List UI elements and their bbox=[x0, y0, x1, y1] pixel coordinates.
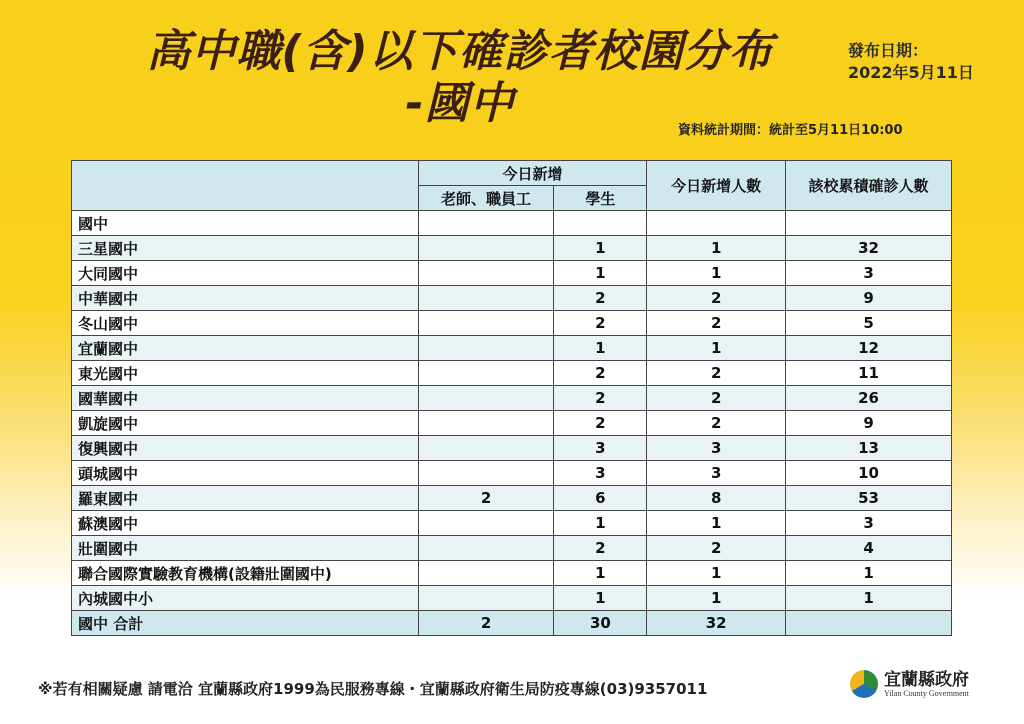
staff-count bbox=[418, 411, 554, 436]
cumulative-count: 1 bbox=[786, 586, 952, 611]
today-count: 3 bbox=[647, 436, 786, 461]
header-school-blank bbox=[72, 161, 419, 211]
cumulative-count: 10 bbox=[786, 461, 952, 486]
student-count: 1 bbox=[554, 561, 647, 586]
school-name: 羅東國中 bbox=[72, 486, 419, 511]
publish-date bbox=[848, 40, 974, 84]
total-today-count: 32 bbox=[647, 611, 786, 636]
table-row bbox=[72, 311, 952, 336]
publish-date-label: 發布日期： bbox=[848, 41, 929, 60]
today-count: 2 bbox=[647, 411, 786, 436]
table-row bbox=[72, 586, 952, 611]
staff-count bbox=[418, 336, 554, 361]
cumulative-count: 13 bbox=[786, 436, 952, 461]
student-count: 1 bbox=[554, 586, 647, 611]
student-count: 1 bbox=[554, 336, 647, 361]
table-row bbox=[72, 361, 952, 386]
staff-count bbox=[418, 386, 554, 411]
section-label: 國中 bbox=[72, 211, 419, 236]
emblem-icon bbox=[850, 670, 878, 698]
table-row bbox=[72, 561, 952, 586]
total-row bbox=[72, 611, 952, 636]
today-count: 2 bbox=[647, 311, 786, 336]
total-student-count: 30 bbox=[554, 611, 647, 636]
school-name: 復興國中 bbox=[72, 436, 419, 461]
table-row bbox=[72, 336, 952, 361]
today-count: 2 bbox=[647, 286, 786, 311]
logo-text-en: Yilan County Government bbox=[884, 688, 969, 698]
staff-count bbox=[418, 511, 554, 536]
school-name: 壯圍國中 bbox=[72, 536, 419, 561]
total-staff-count: 2 bbox=[418, 611, 554, 636]
today-count: 1 bbox=[647, 561, 786, 586]
publish-date-value: 2022年5月11日 bbox=[848, 63, 974, 82]
staff-count bbox=[418, 461, 554, 486]
today-count: 1 bbox=[647, 261, 786, 286]
header-staff: 老師、職員工 bbox=[418, 186, 554, 211]
student-count: 3 bbox=[554, 436, 647, 461]
student-count: 2 bbox=[554, 386, 647, 411]
table-row bbox=[72, 436, 952, 461]
header-today-new: 今日新增 bbox=[418, 161, 647, 186]
today-count: 1 bbox=[647, 511, 786, 536]
school-name: 凱旋國中 bbox=[72, 411, 419, 436]
cases-table bbox=[71, 160, 952, 636]
student-count: 2 bbox=[554, 361, 647, 386]
student-count: 1 bbox=[554, 236, 647, 261]
staff-count bbox=[418, 236, 554, 261]
student-count: 1 bbox=[554, 261, 647, 286]
cumulative-count: 9 bbox=[786, 411, 952, 436]
today-count: 2 bbox=[647, 536, 786, 561]
total-cumulative-count bbox=[786, 611, 952, 636]
school-name: 蘇澳國中 bbox=[72, 511, 419, 536]
school-name: 宜蘭國中 bbox=[72, 336, 419, 361]
school-name: 冬山國中 bbox=[72, 311, 419, 336]
staff-count bbox=[418, 436, 554, 461]
cumulative-count: 5 bbox=[786, 311, 952, 336]
table-row bbox=[72, 261, 952, 286]
cumulative-count: 53 bbox=[786, 486, 952, 511]
cumulative-count: 26 bbox=[786, 386, 952, 411]
cumulative-count: 1 bbox=[786, 561, 952, 586]
table-row bbox=[72, 236, 952, 261]
staff-count bbox=[418, 311, 554, 336]
header-today-total: 今日新增人數 bbox=[647, 161, 786, 211]
today-count: 1 bbox=[647, 336, 786, 361]
header-cumulative: 該校累積確診人數 bbox=[786, 161, 952, 211]
table-row bbox=[72, 461, 952, 486]
table-row bbox=[72, 536, 952, 561]
today-count: 3 bbox=[647, 461, 786, 486]
cumulative-count: 3 bbox=[786, 261, 952, 286]
today-count: 1 bbox=[647, 236, 786, 261]
page-title bbox=[80, 26, 840, 130]
staff-count bbox=[418, 286, 554, 311]
statistics-period: 資料統計期間：統計至5月11日10:00 bbox=[678, 123, 903, 138]
title-line-1: 高中職(含)以下確診者校園分布 bbox=[146, 26, 774, 77]
section-row bbox=[72, 211, 952, 236]
cumulative-count: 11 bbox=[786, 361, 952, 386]
header-student: 學生 bbox=[554, 186, 647, 211]
school-name: 內城國中小 bbox=[72, 586, 419, 611]
yilan-government-logo bbox=[850, 670, 969, 698]
school-name: 中華國中 bbox=[72, 286, 419, 311]
student-count: 6 bbox=[554, 486, 647, 511]
contact-note: ※若有相關疑慮 請電洽 宜蘭縣政府1999為民服務專線・宜蘭縣政府衛生局防疫專線(03)9357011 bbox=[38, 680, 708, 698]
table-row bbox=[72, 486, 952, 511]
staff-count bbox=[418, 561, 554, 586]
staff-count bbox=[418, 261, 554, 286]
title-line-2: -國中 bbox=[405, 78, 515, 129]
total-school-name: 國中 合計 bbox=[72, 611, 419, 636]
today-count: 2 bbox=[647, 361, 786, 386]
staff-count bbox=[418, 536, 554, 561]
student-count: 3 bbox=[554, 461, 647, 486]
staff-count bbox=[418, 361, 554, 386]
today-count: 8 bbox=[647, 486, 786, 511]
cumulative-count: 3 bbox=[786, 511, 952, 536]
logo-text-cn: 宜蘭縣政府 bbox=[884, 669, 969, 690]
table-body bbox=[72, 211, 952, 636]
school-name: 頭城國中 bbox=[72, 461, 419, 486]
cumulative-count: 9 bbox=[786, 286, 952, 311]
school-name: 聯合國際實驗教育機構(設籍壯圍國中) bbox=[72, 561, 419, 586]
today-count: 1 bbox=[647, 586, 786, 611]
student-count: 2 bbox=[554, 536, 647, 561]
student-count: 2 bbox=[554, 286, 647, 311]
today-count: 2 bbox=[647, 386, 786, 411]
table-row bbox=[72, 511, 952, 536]
table-row bbox=[72, 286, 952, 311]
table-row bbox=[72, 411, 952, 436]
cumulative-count: 32 bbox=[786, 236, 952, 261]
student-count: 1 bbox=[554, 511, 647, 536]
staff-count bbox=[418, 586, 554, 611]
school-name: 三星國中 bbox=[72, 236, 419, 261]
student-count: 2 bbox=[554, 411, 647, 436]
staff-count: 2 bbox=[418, 486, 554, 511]
student-count: 2 bbox=[554, 311, 647, 336]
school-name: 大同國中 bbox=[72, 261, 419, 286]
cumulative-count: 4 bbox=[786, 536, 952, 561]
table-row bbox=[72, 386, 952, 411]
cumulative-count: 12 bbox=[786, 336, 952, 361]
school-name: 國華國中 bbox=[72, 386, 419, 411]
school-name: 東光國中 bbox=[72, 361, 419, 386]
